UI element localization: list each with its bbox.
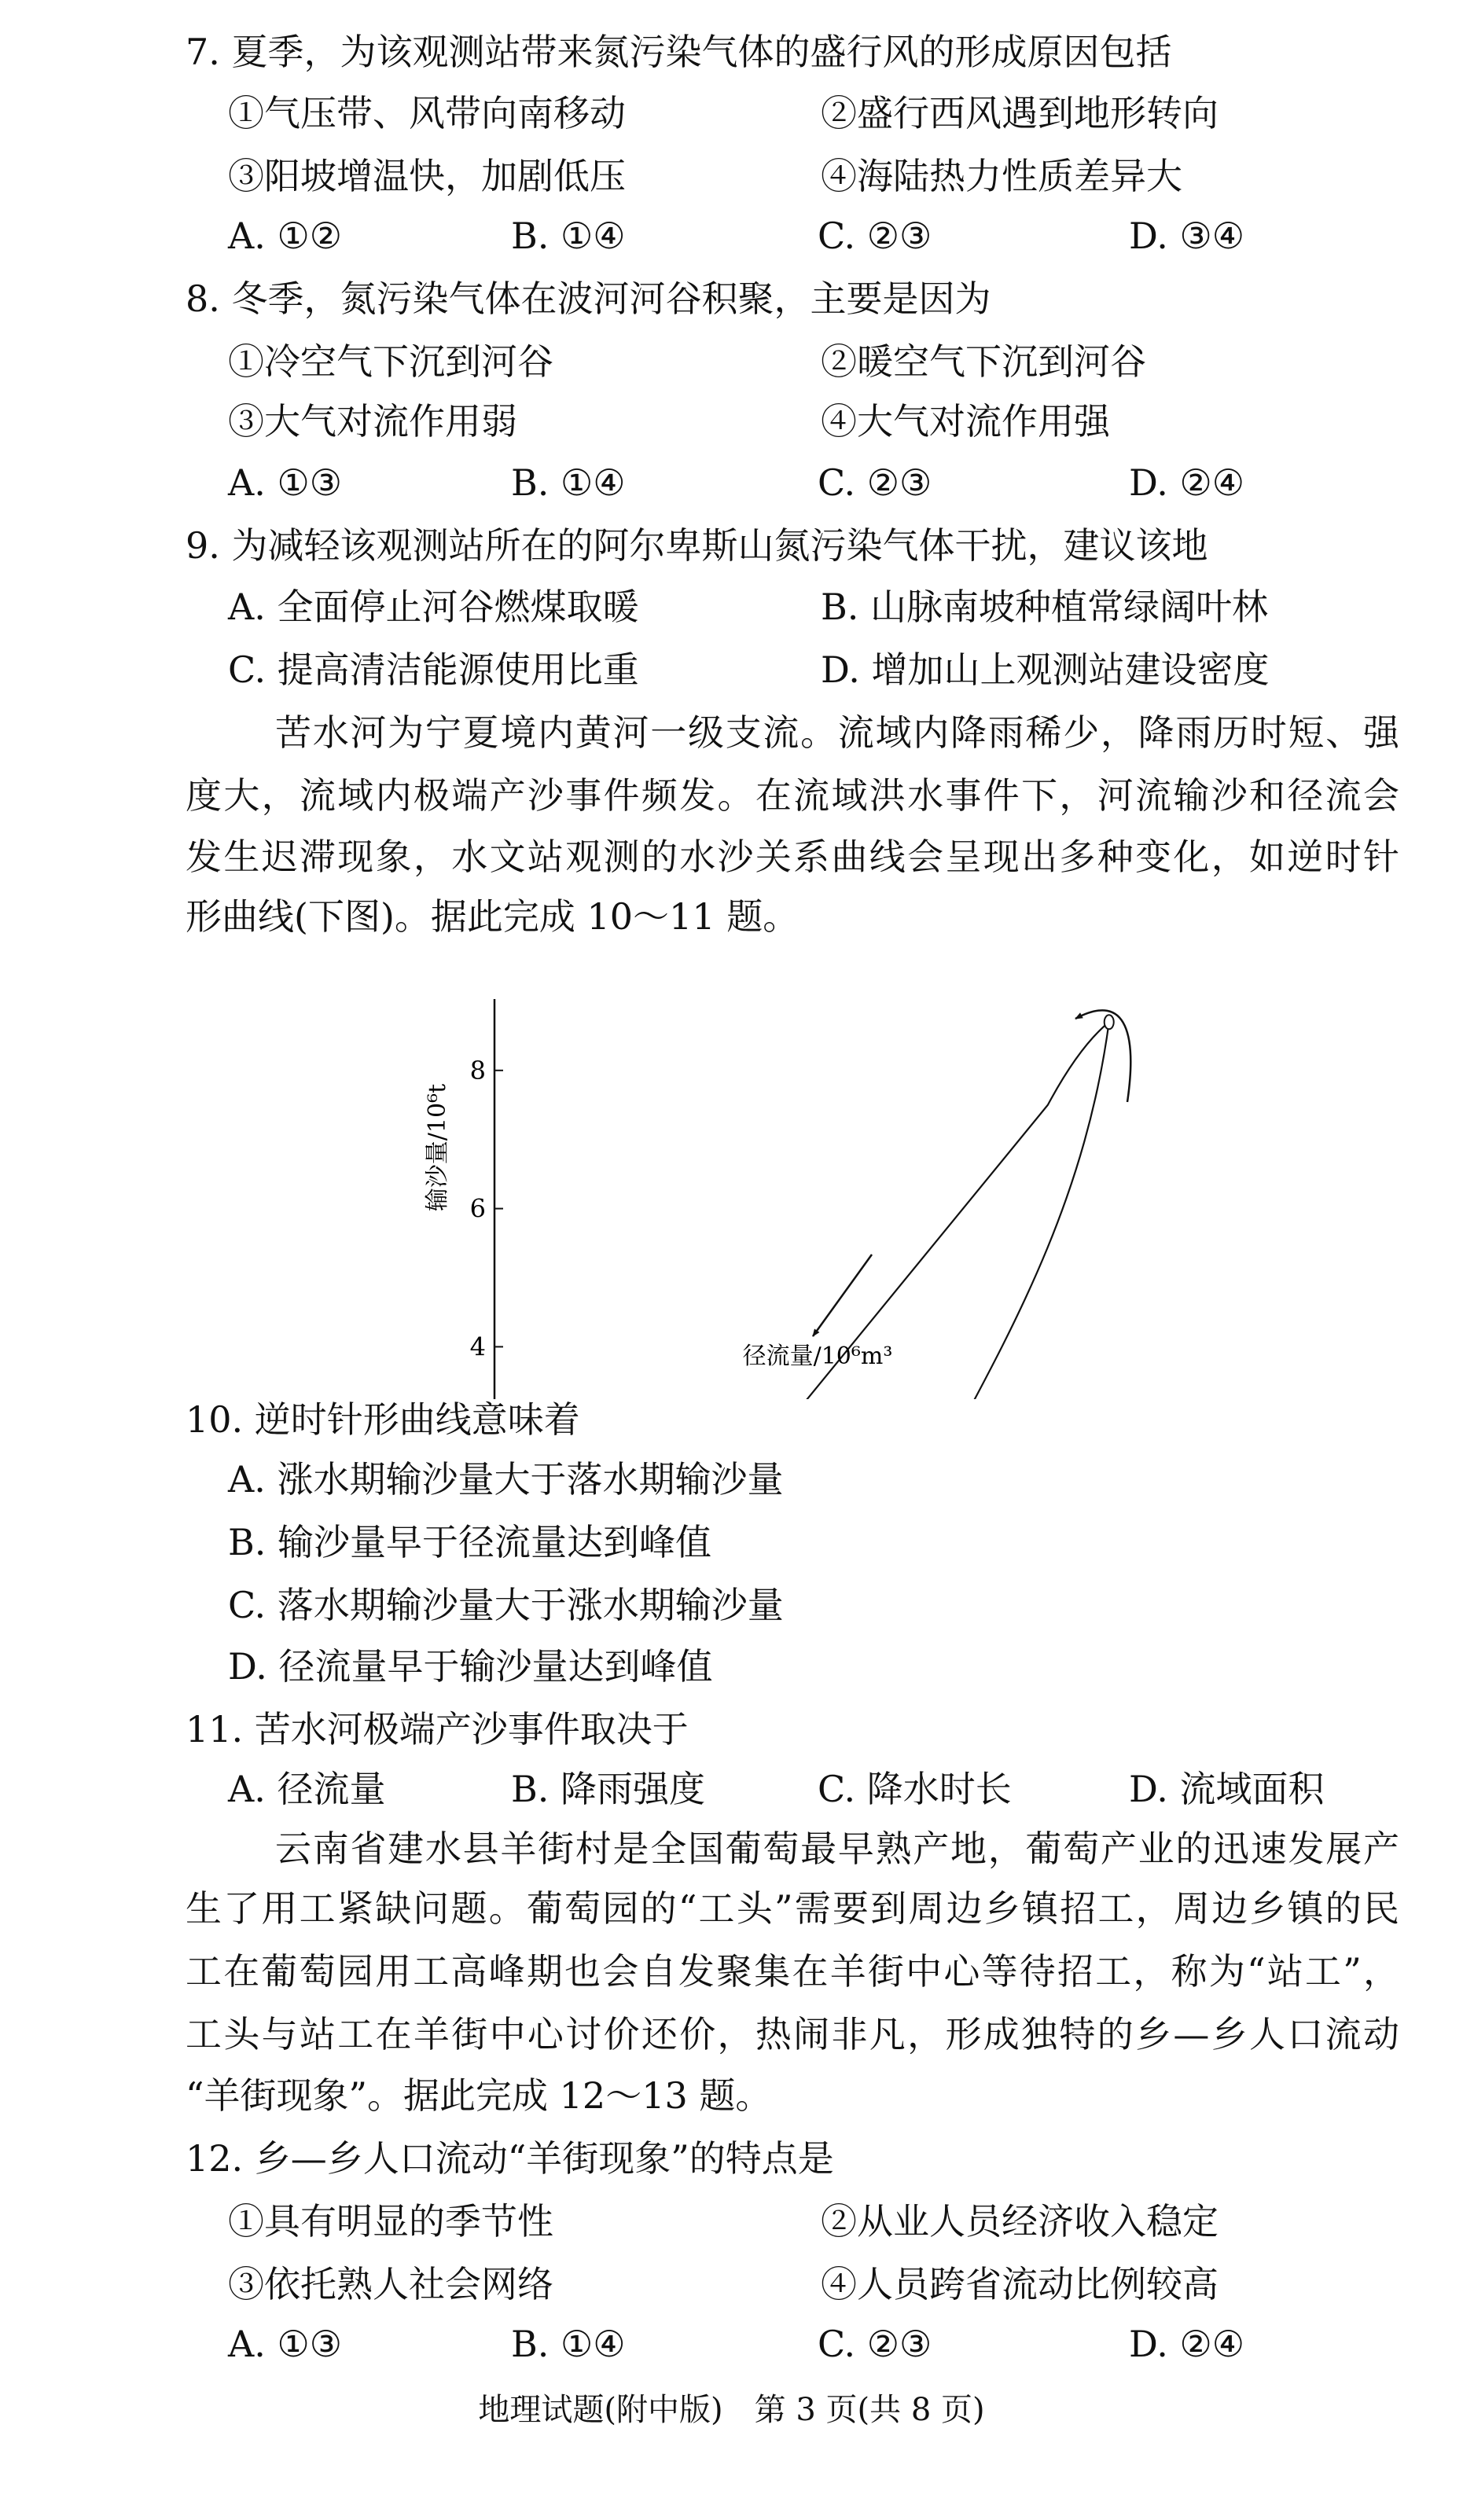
q7-option-a: A. ①② — [228, 215, 342, 257]
q9-option-d: D. 增加山上观测站建设密度 — [821, 648, 1270, 691]
q11-option-a: A. 径流量 — [228, 1768, 386, 1810]
question-11-stem: 11. 苦水河极端产沙事件取决于 — [186, 1708, 689, 1750]
q9-option-c: C. 提高清洁能源使用比重 — [228, 648, 639, 691]
question-9-stem: 9. 为减轻该观测站所在的阿尔卑斯山氮污染气体干扰，建议该地 — [186, 524, 1208, 567]
q11-option-b: B. 降雨强度 — [511, 1768, 706, 1810]
q11-option-c: C. 降水时长 — [818, 1768, 1012, 1810]
q11-option-d: D. 流域面积 — [1129, 1768, 1325, 1810]
q10-option-a: A. 涨水期输沙量大于落水期输沙量 — [228, 1458, 784, 1501]
falling-direction-arrow — [813, 1254, 872, 1336]
y-tick-label: 4 — [469, 1332, 486, 1362]
q8-item-1: ①冷空气下沉到河谷 — [228, 340, 553, 383]
q8-item-2: ②暖空气下沉到河谷 — [821, 340, 1146, 383]
passage-2-line: 工在葡萄园用工高峰期也会自发聚集在羊街中心等待招工，称为“站工”， — [186, 1950, 1399, 1993]
x-axis-label: 径流量/10⁶m³ — [742, 1343, 893, 1370]
passage-1-line: 发生迟滞现象，水文站观测的水沙关系曲线会呈现出多种变化，如逆时针 — [186, 836, 1399, 878]
q12-item-4: ④人员跨省流动比例较高 — [821, 2263, 1219, 2305]
passage-1-line: 度大，流域内极端产沙事件频发。在流域洪水事件下，河流输沙和径流会 — [186, 774, 1399, 817]
q9-option-a: A. 全面停止河谷燃煤取暖 — [228, 586, 639, 628]
q7-item-2: ②盛行西风遇到地形转向 — [821, 92, 1219, 134]
q12-option-b: B. ①④ — [511, 2323, 626, 2365]
sediment-runoff-chart — [393, 959, 1179, 1399]
q8-item-4: ④大气对流作用强 — [821, 400, 1110, 443]
q7-item-4: ④海陆热力性质差异大 — [821, 155, 1182, 197]
passage-1-line: 形曲线(下图)。据此完成 10～11 题。 — [186, 895, 800, 938]
q12-item-2: ②从业人员经济收入稳定 — [821, 2200, 1219, 2243]
y-tick-label: 6 — [469, 1193, 486, 1224]
q8-item-3: ③大气对流作用弱 — [228, 400, 517, 443]
q10-option-d: D. 径流量早于输沙量达到峰值 — [228, 1645, 713, 1688]
q7-option-c: C. ②③ — [818, 215, 932, 257]
data-point — [1105, 1015, 1114, 1029]
q7-option-d: D. ③④ — [1129, 215, 1244, 257]
q12-item-3: ③依托熟人社会网络 — [228, 2263, 553, 2305]
passage-2-line: 生了用工紧缺问题。葡萄园的“工头”需要到周边乡镇招工，周边乡镇的民 — [186, 1887, 1399, 1930]
q8-option-a: A. ①③ — [228, 461, 342, 504]
q7-option-b: B. ①④ — [511, 215, 626, 257]
page-footer: 地理试题(附中版) 第 3 页(共 8 页) — [478, 2392, 985, 2428]
q8-option-d: D. ②④ — [1129, 461, 1244, 504]
passage-1-line: 苦水河为宁夏境内黄河一级支流。流域内降雨稀少，降雨历时短、强 — [275, 711, 1399, 754]
y-tick-label: 8 — [469, 1055, 486, 1086]
q12-option-a: A. ①③ — [228, 2323, 342, 2365]
q7-item-1: ①气压带、风带向南移动 — [228, 92, 626, 134]
question-12-stem: 12. 乡—乡人口流动“羊街现象”的特点是 — [186, 2137, 834, 2180]
q10-option-c: C. 落水期输沙量大于涨水期输沙量 — [228, 1584, 784, 1626]
passage-2-line: 工头与站工在羊街中心讨价还价，热闹非凡，形成独特的乡—乡人口流动 — [186, 2013, 1399, 2055]
q12-option-d: D. ②④ — [1129, 2323, 1244, 2365]
q10-option-b: B. 输沙量早于径流量达到峰值 — [228, 1521, 712, 1563]
q7-item-3: ③阳坡增温快，加剧低压 — [228, 155, 626, 197]
passage-2-line: 云南省建水县羊街村是全国葡萄最早熟产地，葡萄产业的迅速发展产 — [275, 1828, 1399, 1870]
question-7-stem: 7. 夏季，为该观测站带来氮污染气体的盛行风的形成原因包括 — [186, 31, 1172, 73]
q8-option-b: B. ①④ — [511, 461, 626, 504]
passage-2-line: “羊街现象”。据此完成 12～13 题。 — [186, 2074, 772, 2117]
question-10-stem: 10. 逆时针形曲线意味着 — [186, 1398, 580, 1441]
question-8-stem: 8. 冬季，氮污染气体在波河河谷积聚，主要是因为 — [186, 277, 991, 320]
y-axis-label: 输沙量/10⁶t — [424, 1083, 451, 1212]
q12-item-1: ①具有明显的季节性 — [228, 2200, 553, 2243]
q9-option-b: B. 山脉南坡种植常绿阔叶林 — [821, 586, 1269, 628]
q8-option-c: C. ②③ — [818, 461, 932, 504]
q12-option-c: C. ②③ — [818, 2323, 932, 2365]
